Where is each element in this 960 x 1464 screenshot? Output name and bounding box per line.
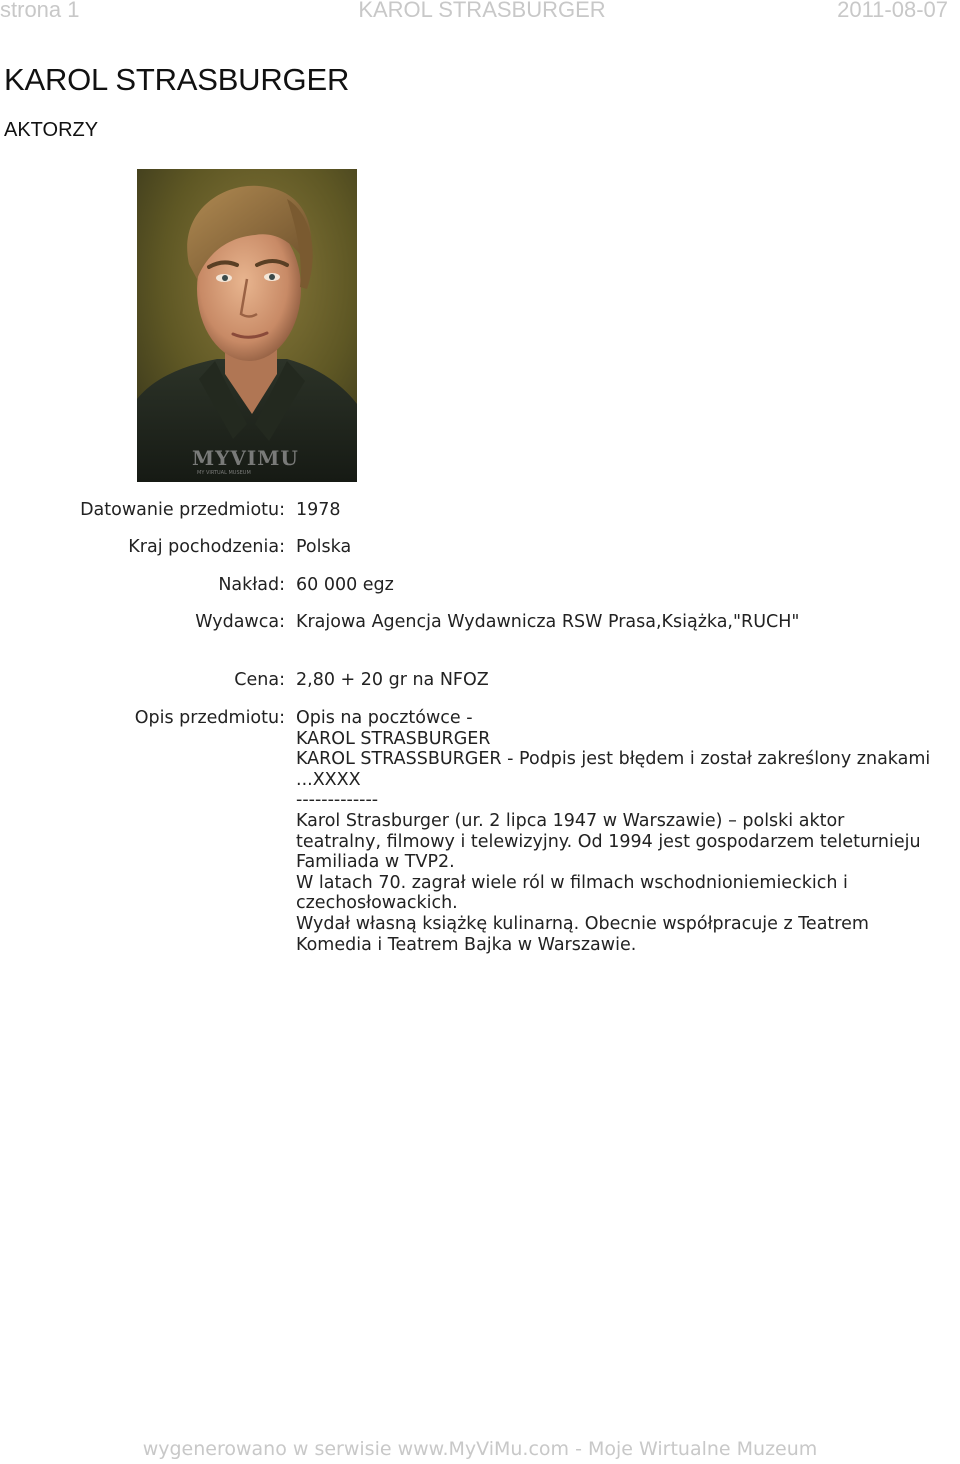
print-run-value: 60 000 egz bbox=[296, 575, 394, 595]
description-text bbox=[296, 708, 956, 955]
description-line: czechosłowackich. bbox=[296, 893, 458, 914]
price-label: Cena: bbox=[234, 670, 285, 690]
description-line: Familiada w TVP2. bbox=[296, 852, 455, 873]
description-line: Komedia i Teatrem Bajka w Warszawie. bbox=[296, 934, 637, 955]
price-value: 2,80 + 20 gr na NFOZ bbox=[296, 670, 489, 690]
publisher-label: Wydawca: bbox=[195, 612, 285, 632]
item-category: AKTORZY bbox=[4, 119, 99, 141]
portrait-image bbox=[137, 169, 357, 482]
item-title: KAROL STRASBURGER bbox=[4, 62, 350, 97]
description-line: teatralny, filmowy i telewizyjny. Od 1994 jest gospodarzem teleturnieju bbox=[296, 831, 921, 852]
watermark-subtext: MY VIRTUAL MUSEUM bbox=[197, 470, 251, 476]
description-line: ...XXXX bbox=[296, 769, 361, 790]
publisher-value: Krajowa Agencja Wydawnicza RSW Prasa,Książka,"RUCH" bbox=[296, 612, 800, 632]
page-header bbox=[0, 0, 960, 24]
description-line: Wydał własną książkę kulinarną. Obecnie współpracuje z Teatrem bbox=[296, 913, 869, 934]
description-line: KAROL STRASSBURGER - Podpis jest błędem i został zakreślony znakami bbox=[296, 749, 931, 770]
country-label: Kraj pochodzenia: bbox=[128, 537, 285, 557]
dating-label: Datowanie przedmiotu: bbox=[80, 500, 285, 520]
header-title: KAROL STRASBURGER bbox=[358, 0, 606, 22]
description-line: Opis na pocztówce - bbox=[296, 708, 473, 728]
description-label: Opis przedmiotu: bbox=[134, 708, 285, 728]
page-number: strona 1 bbox=[0, 0, 80, 22]
dating-value: 1978 bbox=[296, 500, 341, 520]
description-line: Karol Strasburger (ur. 2 lipca 1947 w Warszawie) – polski aktor bbox=[296, 810, 845, 831]
footer-note: wygenerowano w serwisie www.MyViMu.com - Moje Wirtualne Muzeum bbox=[142, 1438, 818, 1460]
country-value: Polska bbox=[296, 537, 352, 557]
description-line: ------------- bbox=[296, 790, 379, 811]
description-line: W latach 70. zagrał wiele ról w filmach wschodnioniemieckich i bbox=[296, 872, 848, 893]
watermark-text: MYVIMU bbox=[192, 446, 299, 470]
description-line: KAROL STRASBURGER bbox=[296, 728, 491, 749]
item-photo bbox=[137, 169, 357, 482]
header-date: 2011-08-07 bbox=[837, 0, 948, 22]
print-run-label: Nakład: bbox=[218, 575, 285, 595]
